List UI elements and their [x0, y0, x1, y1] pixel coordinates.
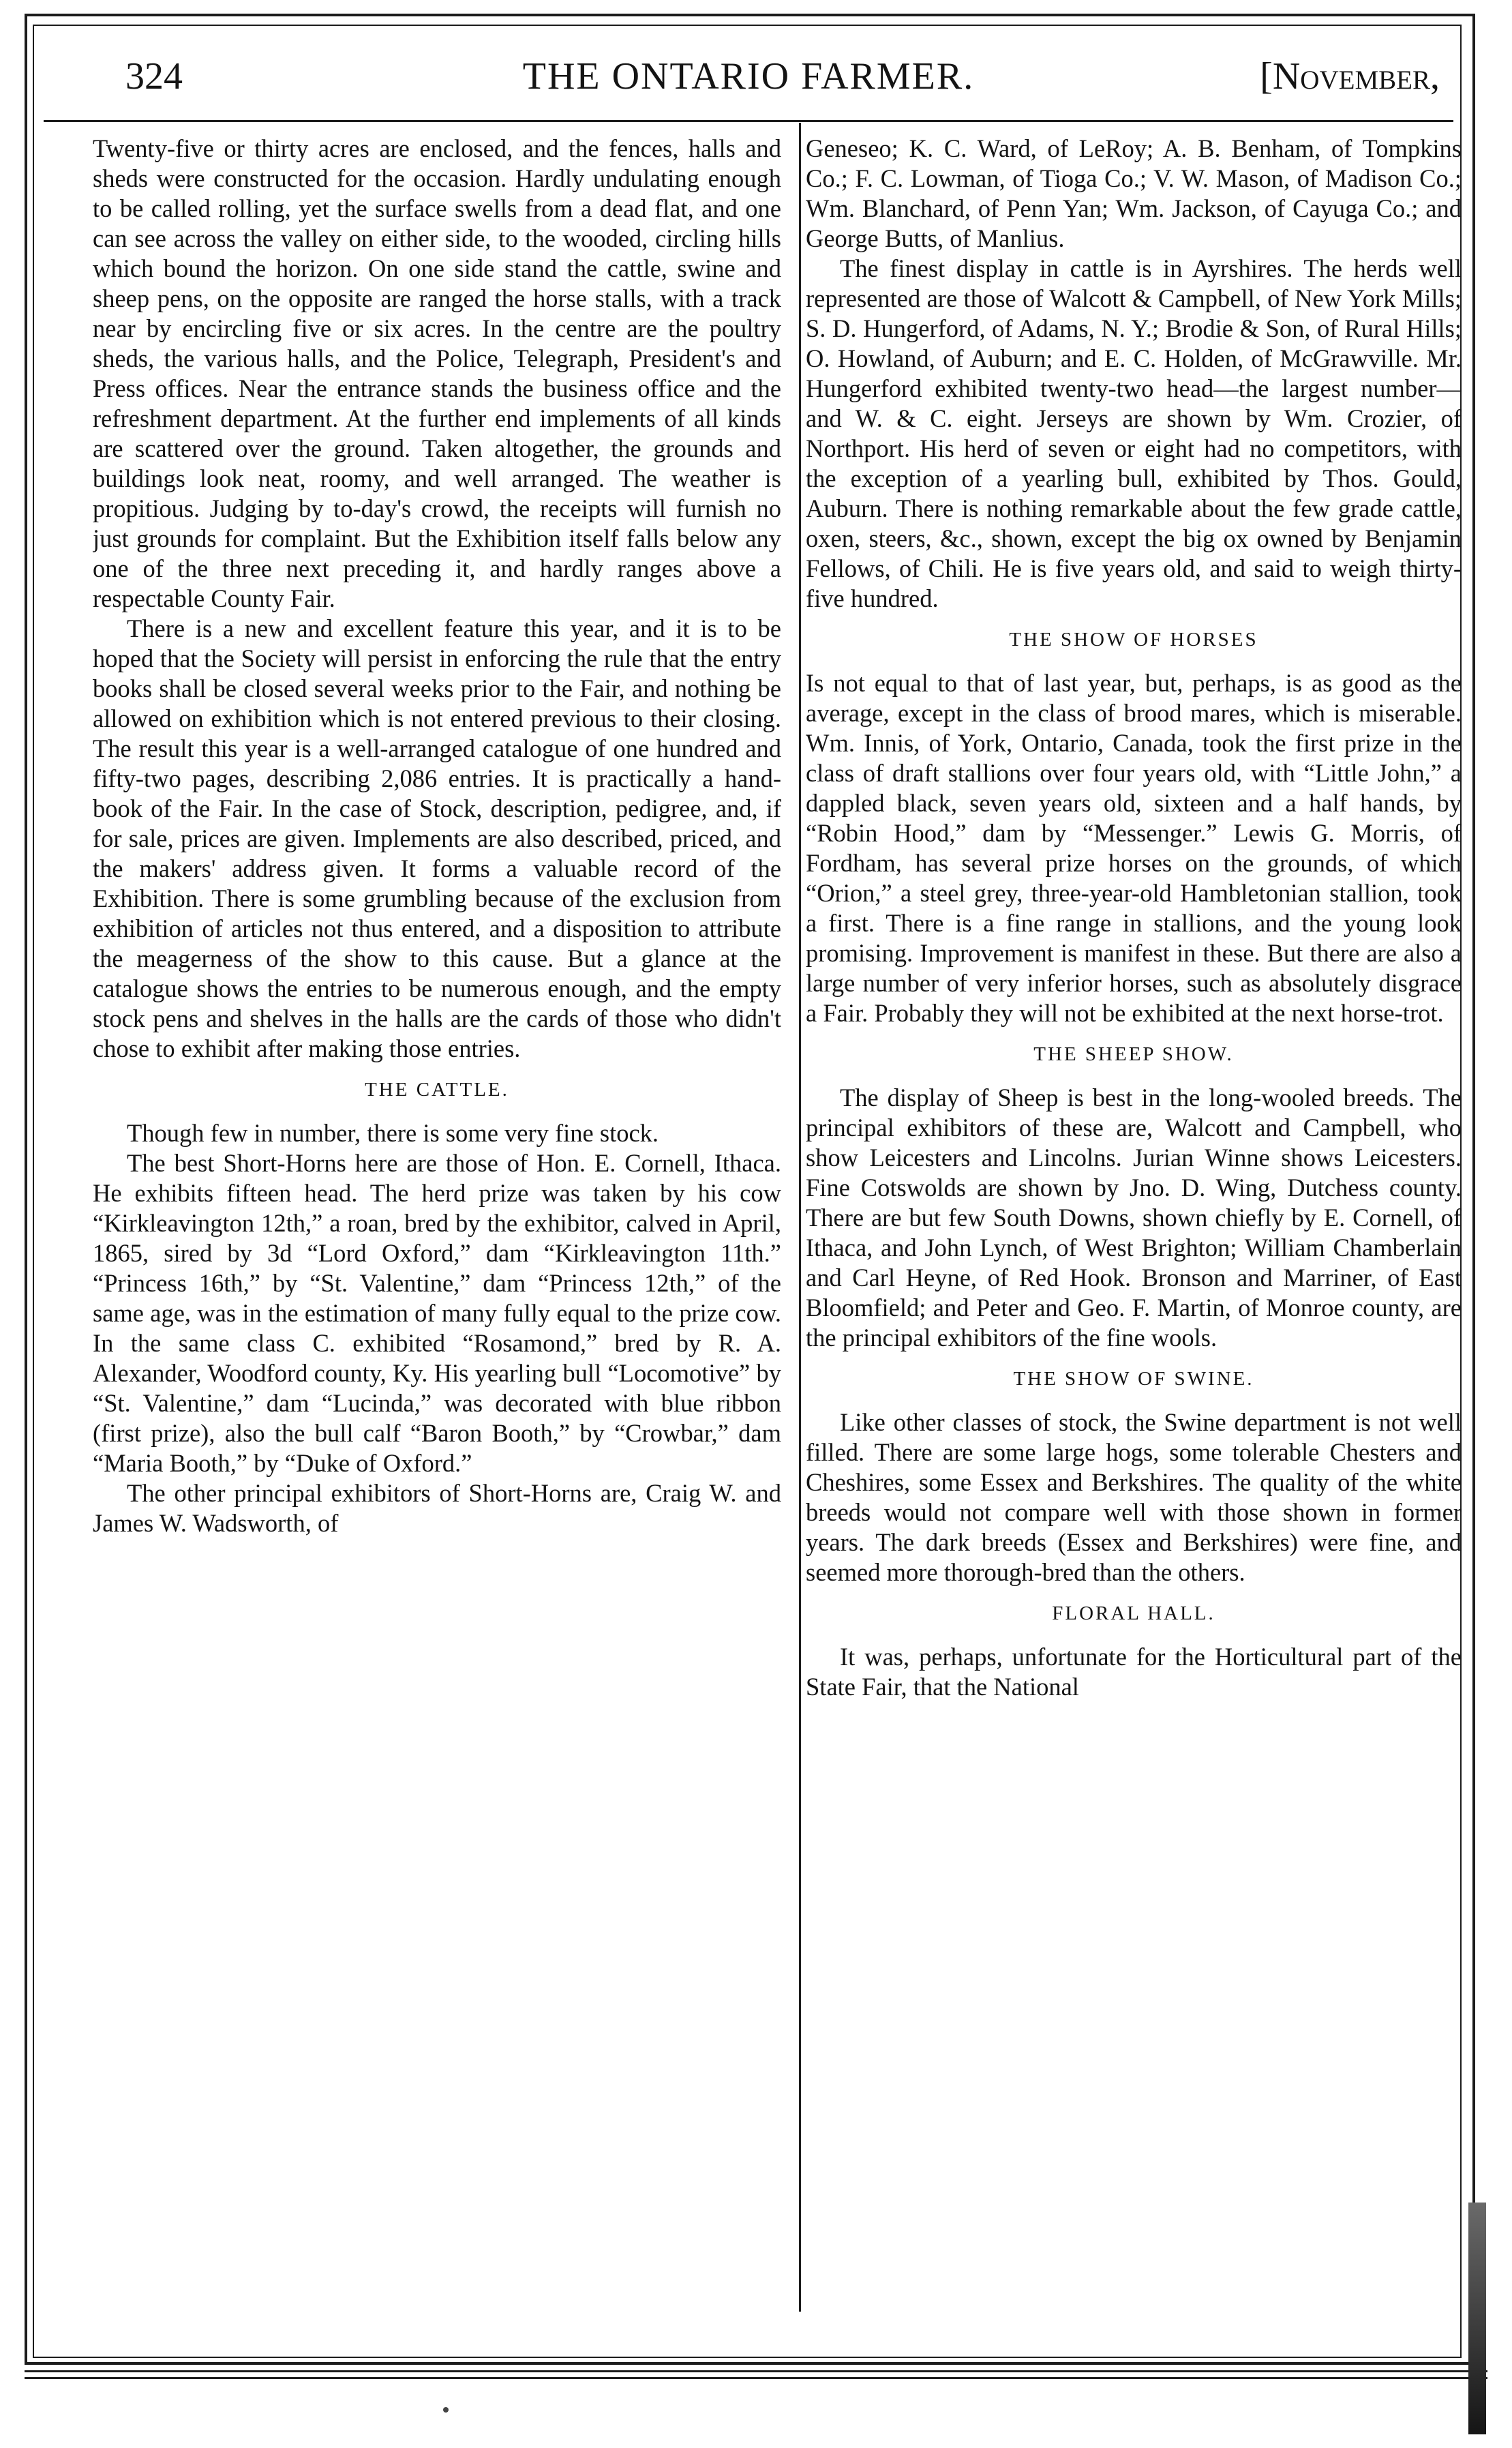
article-paragraph: The finest display in cattle is in Ayrshires. The herds well represented are those of Walcott & Campbell, of New York Mills; S. D. Hungerford, of Adams, N. Y.; Brodie & Son, of Rural Hills; O. Howland, of Auburn; and E. C. Holden, of McGrawville. Mr. Hungerford exhibited twenty-two head—the largest number—and W. & C. eight. Jerseys are shown by Wm. Crozier, of Northport. His herd of seven or eight had no competitors, with the exception of a yearling bull, exhibited by Thos. Gould, Auburn. There is nothing remarkable about the few grade cattle, oxen, steers, &c., shown, except the big ox owned by Benjamin Fellows, of Chili. He is five years old, and said to weigh thirty-five hundred.: [806, 254, 1462, 612]
ink-speck: [443, 2407, 449, 2413]
article-paragraph: Like other classes of stock, the Swine department is not well filled. There are some large hogs, some tolerable Chesters and Cheshires, some Essex and Berkshires. The quality of the white breeds would not compare well with those shown in former years. The dark breeds (Essex and Berkshires) were fine, and seemed more thorough-bred than the others.: [806, 1408, 1462, 1586]
page-number: 324: [125, 55, 183, 98]
issue-month: [November,: [1260, 55, 1440, 98]
article-paragraph: Twenty-five or thirty acres are enclosed, and the fences, halls and sheds were constructed for the occasion. Hardly undulating enough to be called rolling, yet the surface swells from a dead flat, and one can see across the valley on either side, to the wooded, circling hills which bound the horizon. On one side stand the cattle, swine and sheep pens, on the opposite are ranged the horse stalls, with a track near by encircling five or six acres. In the centre are the poultry sheds, the various halls, and the Police, Telegraph, President's and Press offices. Near the entrance stands the business office and the refreshment department. At the further end implements of all kinds are scattered over the ground. Taken altogether, the grounds and buildings look neat, roomy, and well arranged. The weather is propitious. Judging by to-day's crowd, the receipts will furnish no just grounds for complaint. But the Exhibition itself falls below any one of the three next preceding it, and hardly ranges above a respectable County Fair.: [93, 134, 781, 612]
article-paragraph: The display of Sheep is best in the long-wooled breeds. The principal exhibitors of these are, Walcott and Campbell, who show Leicesters and Lincolns. Jurian Winne shows Leicesters. Fine Cotswolds are shown by Jno. D. Wing, Dutchess county. There are but few South Downs, shown chiefly by E. Cornell, of Ithaca, and John Lynch, of West Brighton; William Chamberlain and Carl Heyne, of Red Hook. Bronson and Marriner, of East Bloomfield; and Peter and Geo. F. Martin, of Monroe county, are the principal exhibitors of the fine wools.: [806, 1084, 1462, 1352]
footer-rule: [25, 2370, 1487, 2372]
section-heading-horses: THE SHOW OF HORSES: [1009, 629, 1258, 651]
section-heading-floral-hall: FLORAL HALL.: [1052, 1602, 1215, 1624]
running-header: [44, 34, 1453, 109]
column-divider: [799, 123, 801, 2312]
section-heading-cattle: THE CATTLE.: [365, 1079, 509, 1101]
footer-rule: [25, 2377, 1487, 2379]
section-heading-swine: THE SHOW OF SWINE.: [1013, 1368, 1254, 1390]
binding-shadow: [1468, 2203, 1486, 2434]
right-column: [806, 134, 1462, 2313]
article-paragraph: Is not equal to that of last year, but, perhaps, is as good as the average, except in the class of brood mares, which is miserable. Wm. Innis, of York, Ontario, Canada, took the first prize in the class of draft stallions over four years old, with “Little John,” a dappled black, seven years old, sixteen and a half hands, by “Robin Hood,” dam by “Messenger.” Lewis G. Morris, of Fordham, has several prize horses on the grounds, of which “Orion,” a steel grey, three-year-old Hambletonian stallion, took a first. There is a fine range in stallions, and the young look promising. Improvement is manifest in these. But there are also a large number of very inferior horses, such as absolutely disgrace a Fair. Probably they will not be exhibited at the next horse-trot.: [806, 669, 1462, 1027]
article-paragraph: Geneseo; K. C. Ward, of LeRoy; A. B. Benham, of Tompkins Co.; F. C. Lowman, of Tioga Co.; V. W. Mason, of Madison Co.; Wm. Blanchard, of Penn Yan; Wm. Jackson, of Cayuga Co.; and George Butts, of Manlius.: [806, 134, 1462, 252]
header-rule: [44, 120, 1453, 122]
article-paragraph: It was, perhaps, unfortunate for the Horticultural part of the State Fair, that the National: [806, 1643, 1462, 1701]
left-column: [93, 134, 781, 2313]
article-paragraph: The best Short-Horns here are those of Hon. E. Cornell, Ithaca. He exhibits fifteen head. The herd prize was taken by his cow “Kirkleavington 12th,” a roan, bred by the exhibitor, calved in April, 1865, sired by 3d “Lord Oxford,” dam “Kirkleavington 11th.” “Princess 16th,” by “St. Valentine,” dam “Princess 12th,” of the same age, was in the estimation of many fully equal to the prize cow. In the same class C. exhibited “Rosamond,” bred by R. A. Alexander, Woodford county, Ky. His yearling bull “Locomotive” by “St. Valentine,” dam “Lucinda,” was decorated with blue ribbon (first prize), also the bull calf “Baron Booth,” by “Crowbar,” dam “Maria Booth,” by “Duke of Oxford.”: [93, 1149, 781, 1477]
article-paragraph: The other principal exhibitors of Short-Horns are, Craig W. and James W. Wadsworth, of: [93, 1479, 781, 1537]
article-paragraph: Though few in number, there is some very fine stock.: [127, 1119, 659, 1147]
publication-title: THE ONTARIO FARMER.: [522, 55, 975, 98]
article-paragraph: There is a new and excellent feature this year, and it is to be hoped that the Society will persist in enforcing the rule that the entry books shall be closed several weeks prior to the Fair, and nothing be allowed on exhibition which is not entered previous to their closing. The result this year is a well-arranged catalogue of one hundred and fifty-two pages, describing 2,086 entries. It is practically a hand-book of the Fair. In the case of Stock, description, pedigree, and, if for sale, prices are given. Implements are also described, priced, and the makers' address given. It forms a valuable record of the Exhibition. There is some grumbling because of the exclusion from exhibition of articles not thus entered, and a disposition to attribute the meagerness of the show to this cause. But a glance at the catalogue shows the entries to be numerous enough, and the empty stock pens and shelves in the halls are the cards of those who didn't chose to exhibit after making those entries.: [93, 614, 781, 1062]
section-heading-sheep: THE SHEEP SHOW.: [1033, 1043, 1234, 1065]
